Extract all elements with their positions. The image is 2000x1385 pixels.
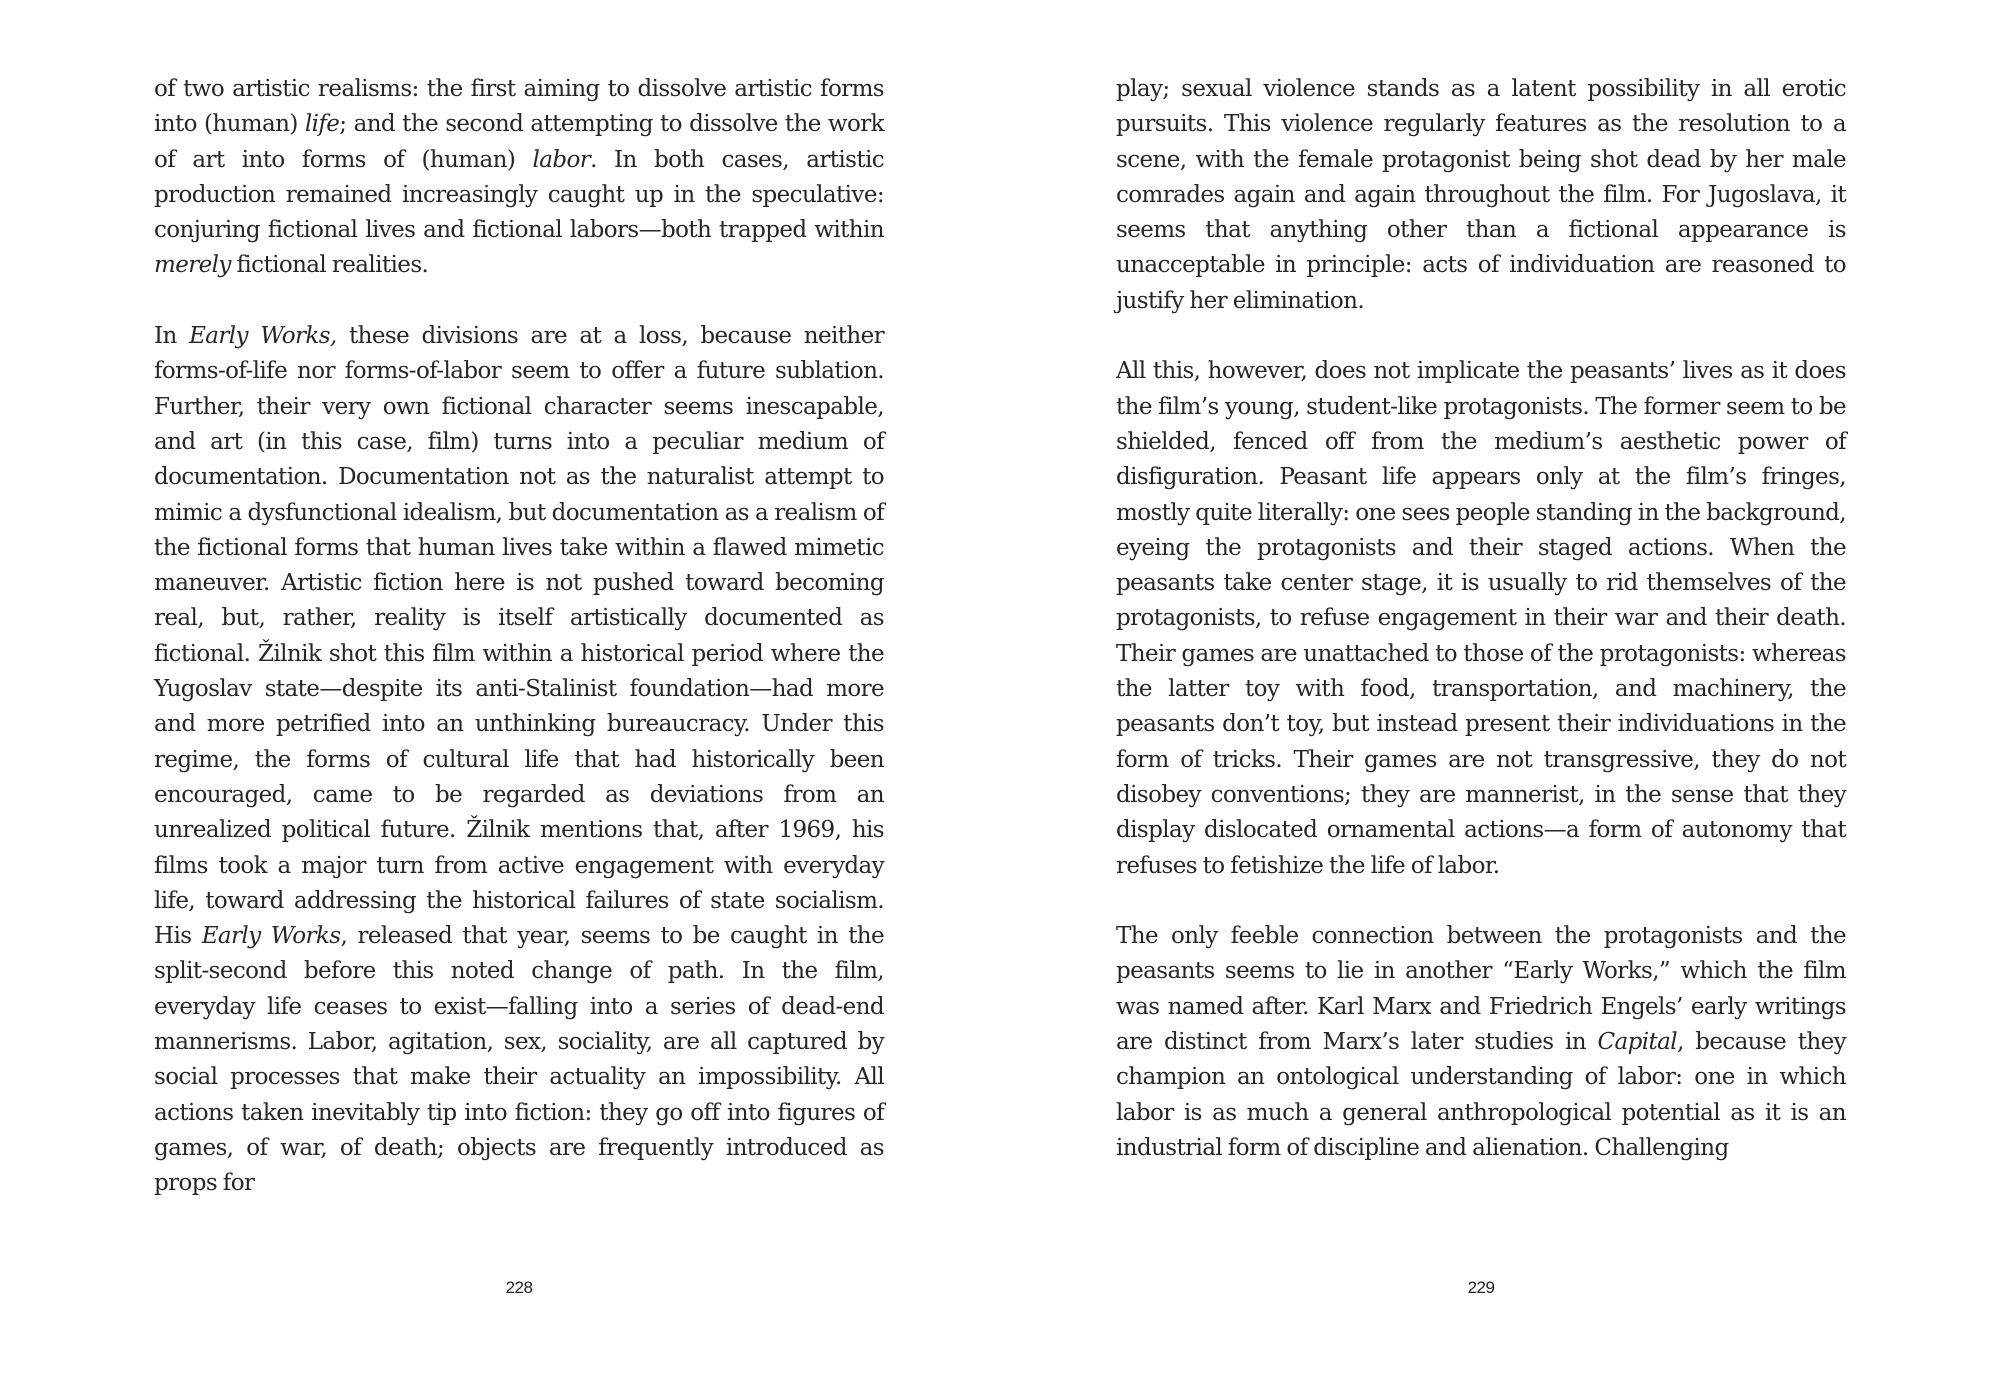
text-segment: of two artistic realisms: the first aiming to dissolve artistic forms into (human) (154, 76, 884, 138)
italic-text-segment: Early Works, (189, 323, 337, 350)
paragraph (154, 72, 884, 284)
text-segment: , because they champion an ontological understanding of labor: one in which labor is as much a general anthropological potential as it is an industrial form of discipline and alienation. Challenging (1116, 1029, 1846, 1161)
page-number: 228 (505, 1278, 533, 1297)
text-segment: play; sexual violence stands as a latent possibility in all erotic pursuits. This violence regularly features as the resolution to a scene, with the female protagonist being shot dead by her male comrades again and again throughout the film. For Jugoslava, it seems that anything other than a fictional appearance is unacceptable in principle: acts of individuation are reasoned to justify her elimination. (1116, 76, 1846, 314)
text-segment: ; and the second attempting to dissolve the work of art into forms of (human) (154, 111, 884, 173)
italic-text-segment: Capital (1597, 1029, 1677, 1056)
right-page-text-column (1116, 72, 1846, 1166)
text-segment: fictional realities. (230, 252, 429, 279)
text-segment: . In both cases, artistic production remained increasingly caught up in the speculative: conjuring fictional lives and fictional labors—both trapped within (154, 146, 884, 244)
page-number: 229 (1467, 1278, 1495, 1297)
right-page (1000, 0, 2000, 1385)
text-segment: , released that year, seems to be caught in the split-second before this noted change of path. In the film, everyday life ceases to exist—falling into a series of dead-end mannerisms. Labor, agitation, sex, sociality, are all captured by social processes that make their actuality an impossibility. All actions taken inevitably tip into fiction: they go off into figures of games, of war, of death; objects are frequently introduced as props for (154, 923, 884, 1197)
italic-text-segment: Early Works (201, 923, 341, 950)
italic-text-segment: life (304, 111, 340, 138)
italic-text-segment: merely (154, 252, 231, 279)
paragraph (1116, 919, 1846, 1166)
italic-text-segment: labor (532, 146, 591, 173)
text-segment: In (154, 323, 190, 350)
text-segment: these divisions are at a loss, because neither forms-of-life nor forms-of-labor seem to offer a future sublation. Further, their very own fictional character seems inescapable, and art (in this case, film) turns into a peculiar medium of documentation. Documentation not as the naturalist attempt to mimic a dysfunctional idealism, but documentation as a realism of the fictional forms that human lives take within a flawed mimetic maneuver. Artistic fiction here is not pushed toward becoming real, but, rather, reality is itself artistically documented as fictional. Žilnik shot this film within a historical period where the Yugoslav state—despite its anti-Stalinist foundation—had more and more petrified into an unthinking bureaucracy. Under this regime, the forms of cultural life that had historically been encouraged, came to be regarded as deviations from an unrealized political future. Žilnik mentions that, after 1969, his films took a major turn from active engagement with everyday life, toward addressing the historical failures of state socialism. His (154, 323, 884, 950)
paragraph (154, 319, 884, 1201)
paragraph (1116, 72, 1846, 319)
left-page-text-column (154, 72, 884, 1202)
text-segment: All this, however, does not implicate the peasants’ lives as it does the film’s young, student-like protagonists. The former seem to be shielded, fenced off from the medium’s aesthetic power of disfiguration. Peasant life appears only at the film’s fringes, mostly quite literally: one sees people standing in the background, eyeing the protagonists and their staged actions. When the peasants take center stage, it is usually to rid themselves of the protagonists, to refuse engagement in their war and their death. Their games are unattached to those of the protagonists: whereas the latter toy with food, transportation, and machinery, the peasants don’t toy, but instead present their individuations in the form of tricks. Their games are not transgressive, they do not disobey conventions; they are mannerist, in the sense that they display dislocated ornamental actions—a form of autonomy that refuses to fetishize the life of labor. (1116, 358, 1846, 879)
text-segment: The only feeble connection between the protagonists and the peasants seems to lie in another “Early Works,” which the film was named after. Karl Marx and Friedrich Engels’ early writings are distinct from Marx’s later studies in (1116, 923, 1846, 1056)
paragraph (1116, 354, 1846, 883)
